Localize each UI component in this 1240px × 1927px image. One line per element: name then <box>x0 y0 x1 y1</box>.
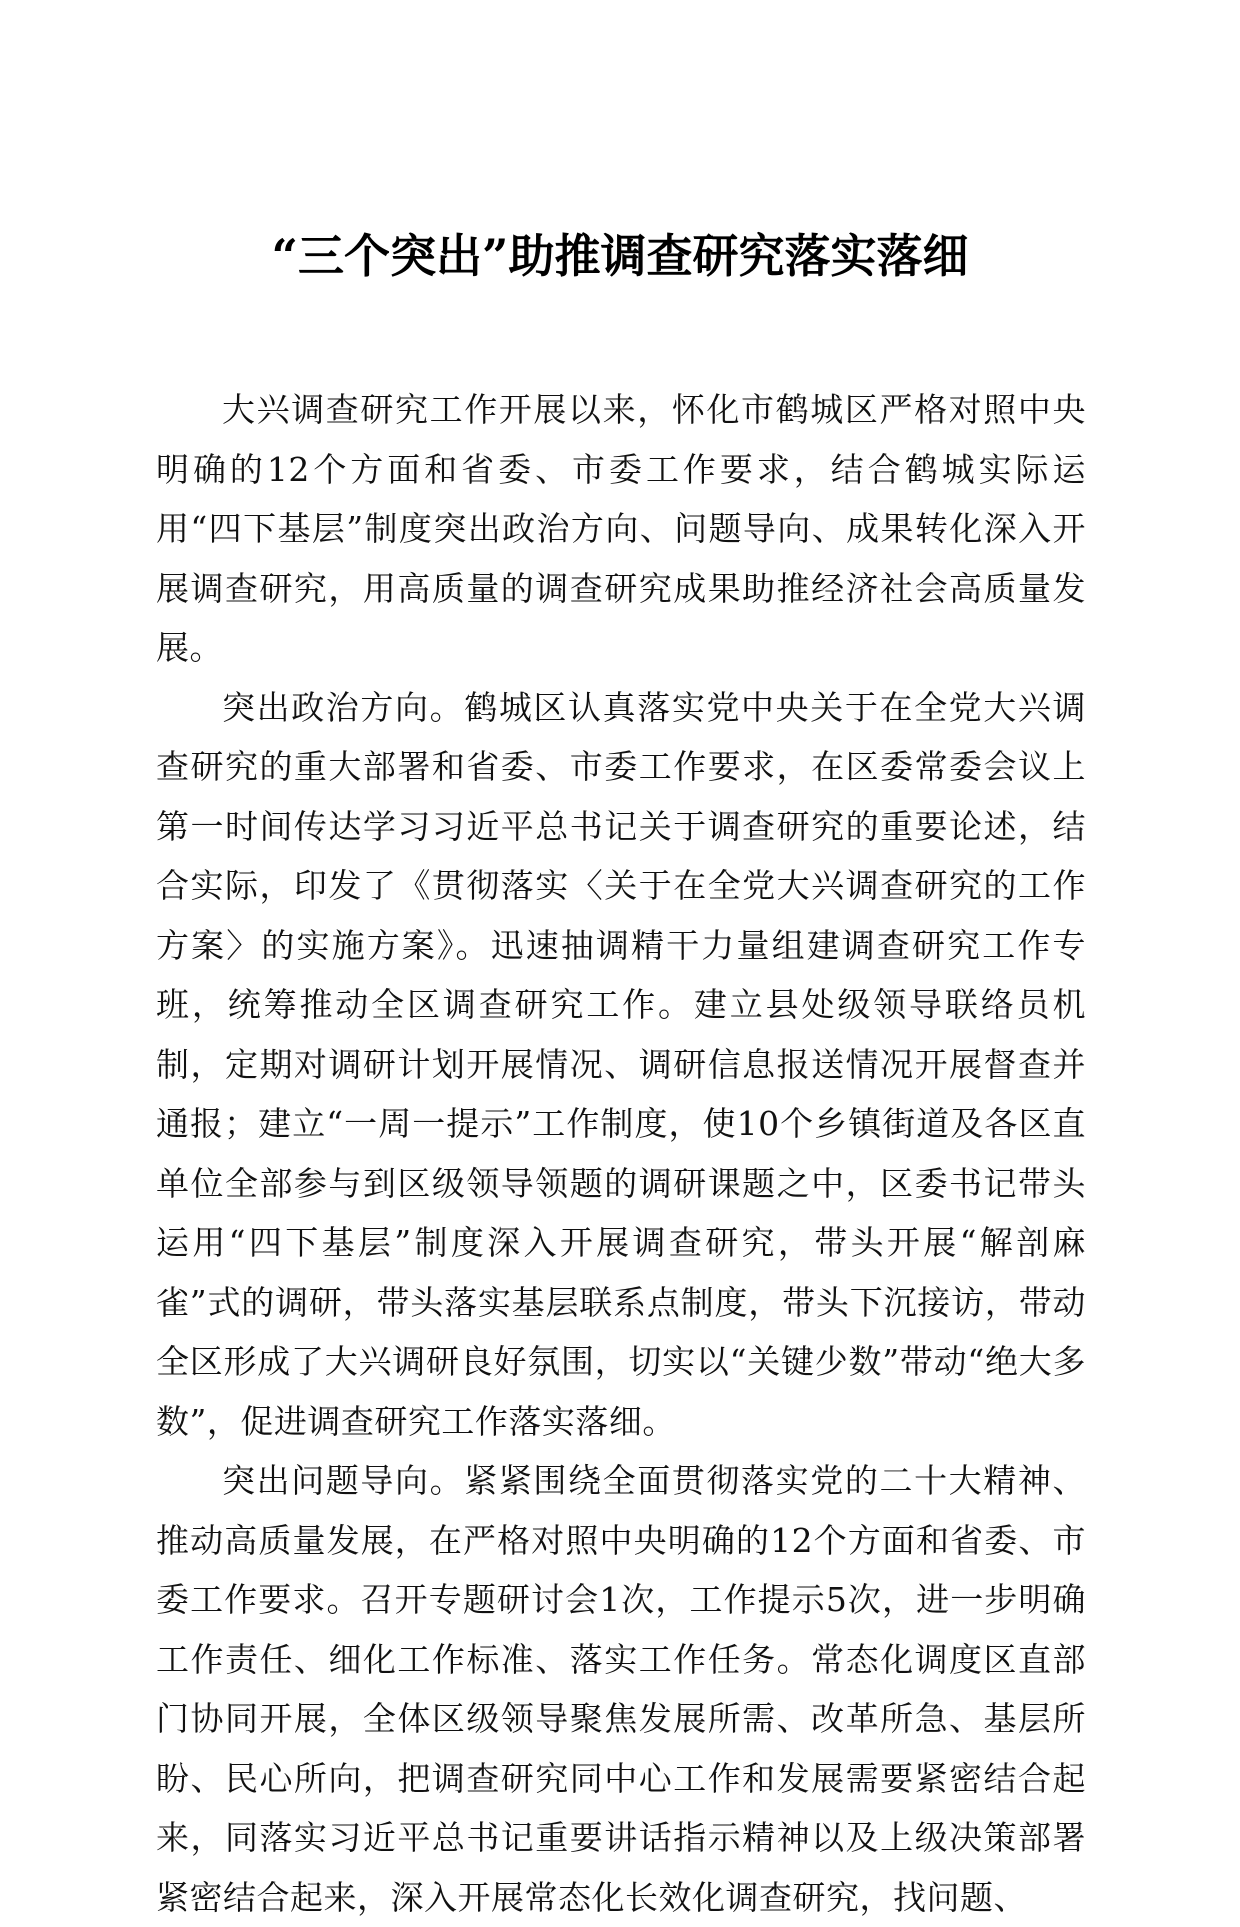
paragraph-political-direction: 突出政治方向。鹤城区认真落实党中央关于在全党大兴调查研究的重大部署和省委、市委工作要求，在区委常委会议上第一时间传达学习习近平总书记关于调查研究的重要论述，结合实际，印发了《贯彻落实〈关于在全党大兴调查研究的工作方案〉的实施方案》。迅速抽调精干力量组建调查研究工作专班，统筹推动全区调查研究工作。建立县处级领导联络员机制，定期对调研计划开展情况、调研信息报送情况开展督查并通报；建立“一周一提示”工作制度，使10个乡镇街道及各区直单位全部参与到区级领导领题的调研课题之中，区委书记带头运用“四下基层”制度深入开展调查研究，带头开展“解剖麻雀”式的调研，带头落实基层联系点制度，带头下沉接访，带动全区形成了大兴调研良好氛围，切实以“关键少数”带动“绝大多数”，促进调查研究工作落实落细。 <box>156 687 1086 1441</box>
paragraph-intro: 大兴调查研究工作开展以来，怀化市鹤城区严格对照中央明确的12个方面和省委、市委工作要求，结合鹤城实际运用“四下基层”制度突出政治方向、问题导向、成果转化深入开展调查研究，用高质量的调查研究成果助推经济社会高质量发展。 <box>156 390 1086 667</box>
paragraph-problem-orientation: 突出问题导向。紧紧围绕全面贯彻落实党的二十大精神、推动高质量发展，在严格对照中央明确的12个方面和省委、市委工作要求。召开专题研讨会1次，工作提示5次，进一步明确工作责任、细化工作标准、落实工作任务。常态化调度区直部门协同开展，全体区级领导聚焦发展所需、改革所急、基层所盼、民心所向，把调查研究同中心工作和发展需要紧密结合起来，同落实习近平总书记重要讲话指示精神以及上级决策部署紧密结合起来，深入开展常态化长效化调查研究，找问题、 <box>156 1461 1086 1917</box>
document-body <box>156 380 1086 1927</box>
document-title: “三个突出”助推调查研究落实落细 <box>271 229 969 283</box>
